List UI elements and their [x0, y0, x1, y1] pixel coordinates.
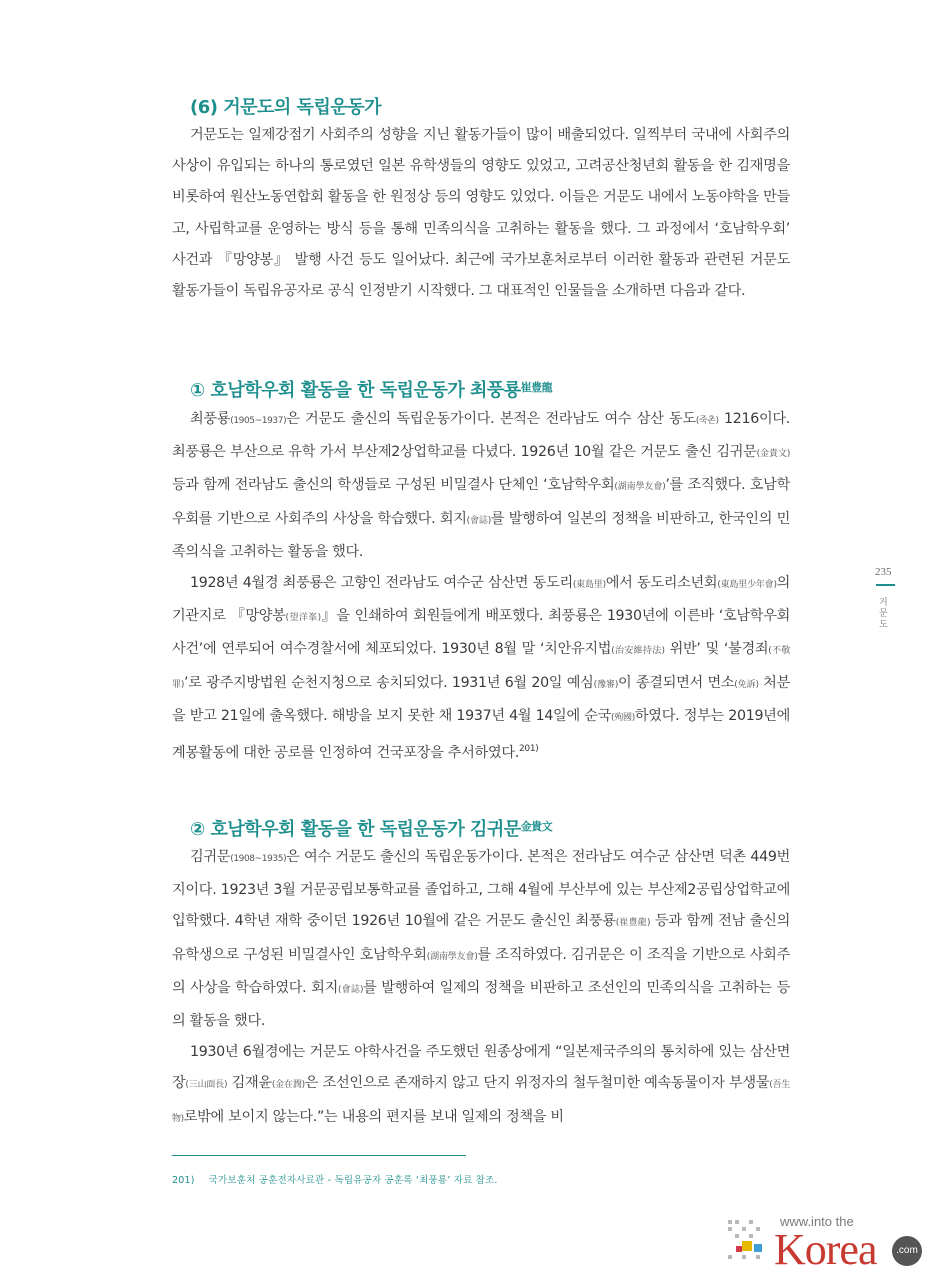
- annotation: (湖南學友會): [614, 482, 666, 493]
- text: 이 종결되면서 면소: [617, 674, 735, 691]
- title-text: ② 호남학우회 활동을 한 독립운동가 김귀문: [190, 819, 521, 840]
- footnote: [172, 1172, 498, 1186]
- section-title-kim-gwimun: [190, 815, 552, 841]
- annotation: (免訴): [734, 679, 759, 690]
- annotation: (會誌): [337, 984, 364, 995]
- annotation: (東島里少年會): [717, 580, 777, 591]
- annotation: (殉國): [611, 712, 635, 723]
- annotation: (三山面長): [185, 1080, 228, 1091]
- title-text: ① 호남학우회 활동을 한 독립운동가 최풍룡: [190, 380, 521, 401]
- logo-subtext: www.into the: [780, 1214, 854, 1229]
- section-title-geomundo-activists: (6) 거문도의 독립운동가: [190, 97, 382, 118]
- annotation: (湖南學友會): [426, 951, 478, 962]
- text: 1930년 6월경에는 거문도 야학사건을 주도했던 원종상에게 “일본제국주의의 통치하에 있는 삼산면장: [172, 1044, 790, 1092]
- text: ’를 조직했다. 호남학우회를 기반으로 사회주의 사상을 학습했다. 회지: [172, 477, 790, 527]
- footnote-divider: [172, 1155, 466, 1156]
- title-hanja: 崔豊龍: [520, 381, 553, 394]
- text: 하였다. 정부는 2019년에 계몽활동에 대한 공로를 인정하여 건국포장을 추서하였다.: [172, 707, 790, 762]
- footnote-number: 201): [172, 1175, 195, 1186]
- footnote-text: 국가보훈처 공훈전자사료관 - 독립유공자 공훈록 ‘최풍룡’ 자료 참조.: [208, 1175, 498, 1186]
- into-the-korea-logo[interactable]: [728, 1214, 928, 1276]
- annotation: (望洋峯): [285, 613, 321, 624]
- page-number: 235: [875, 566, 892, 578]
- annotation: (不敬罪): [172, 646, 790, 690]
- text: 등과 함께 전남 출신의 유학생으로 구성된 비밀결사인 호남학우회: [172, 913, 790, 963]
- annotation: (1905~1937): [230, 416, 287, 426]
- paragraph: 거문도는 일제강점기 사회주의 성향을 지닌 활동가들이 많이 배출되었다. 일찍부터 국내에 사회주의 사상이 유입되는 하나의 통로였던 일본 유학생들의 영향도 있었고, 고려공산청년회 활동을 한 김재명을 비롯하여 원산노동연합회 활동을 한 원정상 등의 영향도 있었다. 이들은 거문도 내에서 노동야학을 만들고, 사립학교를 운영하는 방식 등을 통해 민족의식을 고취하는 활동을 했다. 그 과정에서 ‘호남학우회’ 사건과 『망양봉』 발행 사건 등도 일어났다. 최근에 국가보훈처로부터 이러한 활동과 관련된 거문도 활동가들이 독립유공자로 공식 인정받기 시작했다. 그 대표적인 인물들을 소개하면 다음과 같다.: [172, 127, 790, 300]
- text: 에서 동도리소년회: [605, 575, 718, 592]
- section-body-kim-gwimun: [172, 842, 790, 1135]
- paragraph: [172, 568, 790, 769]
- text: 1216이다. 최풍룡은 부산으로 유학 가서 부산제2상업학교를 다녔다. 1926년 10월 같은 거문도 출신 김귀문: [172, 411, 790, 461]
- logo-com-badge: .com: [892, 1236, 922, 1266]
- paragraph: [172, 842, 790, 1037]
- text: 처분을 받고 21일에 출옥했다. 해방을 보지 못한 채 1937년 4월 14일에 순국: [172, 674, 790, 724]
- logo-wordmark: Korea: [774, 1225, 877, 1274]
- title-hanja: 金貴文: [520, 820, 553, 833]
- text: 김재윤: [227, 1075, 272, 1092]
- text: 김귀문: [190, 849, 231, 865]
- text: 위반’ 및 ‘불경죄: [664, 641, 769, 658]
- text: 1928년 4월경 최풍룡은 고향인 전라남도 여수군 삼산면 동도리: [190, 575, 573, 592]
- side-divider: [876, 584, 895, 586]
- text: 등과 함께 전라남도 출신의 학생들로 구성된 비밀결사 단체인 ‘호남학우회: [172, 477, 615, 494]
- text: 로밖에 보이지 않는다.”는 내용의 편지를 보내 일제의 정책을 비: [183, 1108, 564, 1125]
- annotation: (東島里): [572, 580, 606, 591]
- annotation: (金在潤): [271, 1080, 305, 1091]
- text: 은 거문도 출신의 독립운동가이다. 본적은 전라남도 여수 삼산 동도: [286, 411, 696, 427]
- text: 최풍룡: [190, 411, 231, 427]
- text: 를 조직하였다. 김귀문은 이 조직을 기반으로 사회주의 사상을 학습하였다. 회지: [172, 946, 790, 996]
- annotation: (1908~1935): [230, 854, 287, 864]
- text: 를 발행하여 일제의 정책을 비판하고 조선인의 민족의식을 고취하는 등의 활동을 했다.: [172, 979, 790, 1030]
- side-running-title: 거문도: [879, 598, 888, 630]
- text: 은 여수 거문도 출신의 독립운동가이다. 본적은 전라남도 여수군 삼산면 덕촌 449번지이다. 1923년 3월 거문공립보통학교를 졸업하고, 그해 4월에 부산부에 있는 부산제2공립상업학교에 입학했다. 4학년 재학 중이던 1926년 10월에 같은 거문도 출신인 최풍룡: [172, 849, 790, 930]
- annotation: (治安維持法): [611, 646, 665, 657]
- text: 를 발행하여 일본의 정책을 비판하고, 한국인의 민족의식을 고취하는 활동을 했다.: [172, 510, 790, 560]
- text: 은 조선인으로 존재하지 않고 단지 위정자의 철두철미한 예속동물이자 부생물: [304, 1075, 770, 1092]
- section-title-choi-pungryong: [190, 376, 552, 402]
- text: ’로 광주지방법원 순천지청으로 송치되었다. 1931년 6월 20일 예심: [184, 674, 594, 691]
- paragraph: [172, 404, 790, 568]
- annotation: (金貴文): [756, 449, 790, 460]
- text: 』을 인쇄하여 회원들에게 배포했다. 최풍룡은 1930년에 이른바 ‘호남학우회 사건’에 연루되어 여수경찰서에 체포되었다. 1930년 8월 말 ‘치안유지법: [172, 608, 791, 658]
- paragraph: [172, 1037, 790, 1135]
- footnote-ref[interactable]: 201): [518, 744, 539, 755]
- annotation: (崔豊龍): [615, 918, 651, 929]
- annotation: (豫審): [593, 679, 618, 690]
- annotation: (會誌): [466, 515, 491, 526]
- logo-dot-pattern-icon: [728, 1220, 768, 1264]
- annotation: (吾生物): [172, 1080, 790, 1124]
- annotation: (죽촌): [695, 416, 719, 426]
- section-body-choi-pungryong: [172, 404, 790, 769]
- text: 의 기관지로 『망양봉: [172, 575, 790, 625]
- section-body-geomundo: [172, 120, 790, 307]
